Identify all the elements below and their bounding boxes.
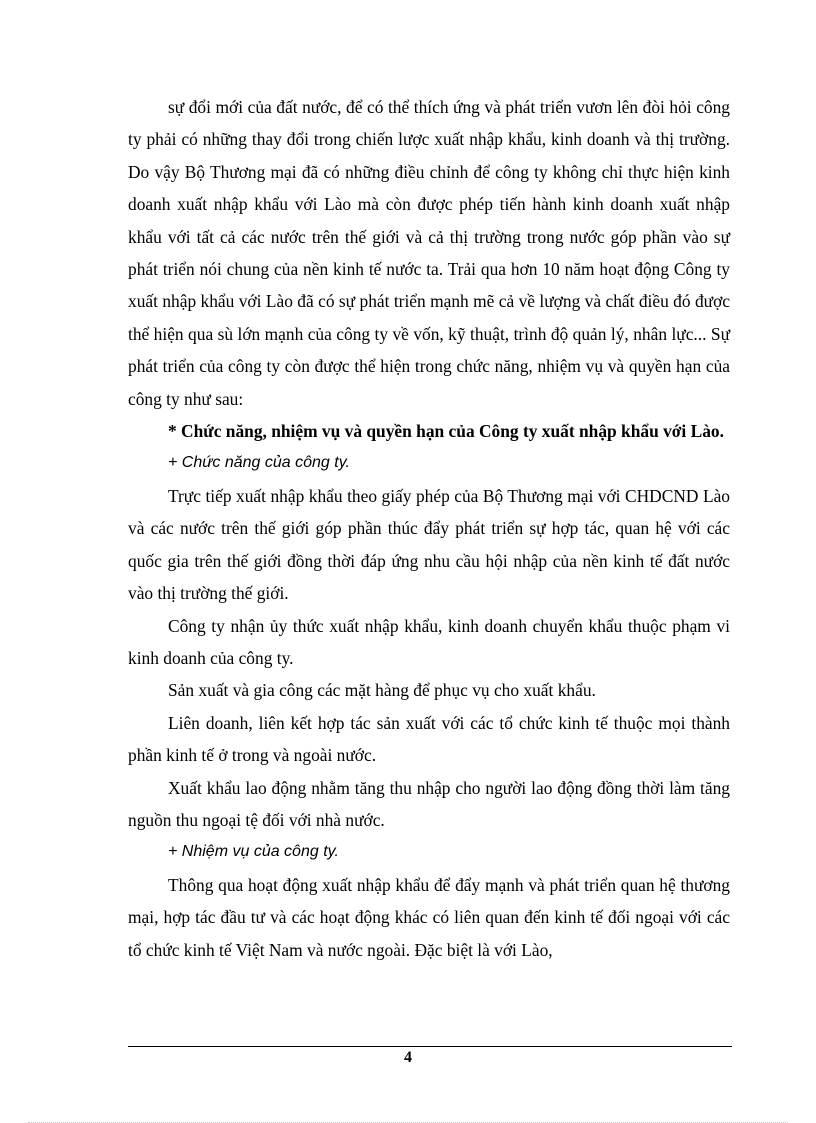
- paragraph-duty-1: Thông qua hoạt động xuất nhập khẩu để đẩy mạnh và phát triển quan hệ thương mại, hợp tác đầu tư và các hoạt động khác có liên quan đến kinh tế đối ngoại với các tổ chức kinh tế Việt Nam và nước ngoài. Đặc biệt là với Lào,: [128, 874, 730, 960]
- page-number: 4: [404, 1049, 412, 1066]
- section-heading: * Chức năng, nhiệm vụ và quyền hạn của Công ty xuất nhập khẩu với Lào.: [168, 421, 724, 442]
- footer-divider: [128, 1046, 732, 1047]
- subheading-duties: + Nhiệm vụ của công ty.: [168, 843, 339, 861]
- paragraph-function-1: Trực tiếp xuất nhập khẩu theo giấy phép của Bộ Thương mại với CHDCND Lào và các nước trên thế giới góp phần thúc đẩy phát triển sự hợp tác, quan hệ với các quốc gia trên thế giới đồng thời đáp ứng nhu cầu hội nhập của nền kinh tế đất nước vào thị trường thế giới.: [128, 485, 730, 604]
- paragraph-function-2: Công ty nhận ủy thức xuất nhập khẩu, kinh doanh chuyển khẩu thuộc phạm vi kinh doanh của công ty.: [128, 615, 730, 668]
- paragraph-function-3: Sản xuất và gia công các mặt hàng để phục vụ cho xuất khẩu.: [168, 680, 596, 701]
- paragraph-function-5: Xuất khẩu lao động nhằm tăng thu nhập cho người lao động đồng thời làm tăng nguồn thu ngoại tệ đối với nhà nước.: [128, 777, 730, 830]
- subheading-functions: + Chức năng của công ty.: [168, 454, 350, 472]
- paragraph-intro: sự đổi mới của đất nước, để có thể thích ứng và phát triển vươn lên đòi hỏi công ty phải có những thay đổi trong chiến lược xuất nhập khẩu, kinh doanh và thị trường. Do vậy Bộ Thương mại đã có những điều chỉnh để công ty không chỉ thực hiện kinh doanh xuất nhập khẩu với Lào mà còn được phép tiến hành kinh doanh xuất nhập khẩu với tất cả các nước trên thế giới và cả thị trường trong nước góp phần vào sự phát triển nói chung của nền kinh tế nước ta. Trải qua hơn 10 năm hoạt động Công ty xuất nhập khẩu với Lào đã có sự phát triển mạnh mẽ cả về lượng và chất điều đó được thể hiện qua sù lớn mạnh của công ty về vốn, kỹ thuật, trình độ quản lý, nhân lực... Sự phát triển của công ty còn được thể hiện trong chức năng, nhiệm vụ và quyền hạn của công ty như sau:: [128, 97, 730, 409]
- paragraph-function-4: Liên doanh, liên kết hợp tác sản xuất với các tổ chức kinh tế thuộc mọi thành phần kinh tế ở trong và ngoài nước.: [128, 712, 730, 766]
- body-text: [128, 91, 730, 966]
